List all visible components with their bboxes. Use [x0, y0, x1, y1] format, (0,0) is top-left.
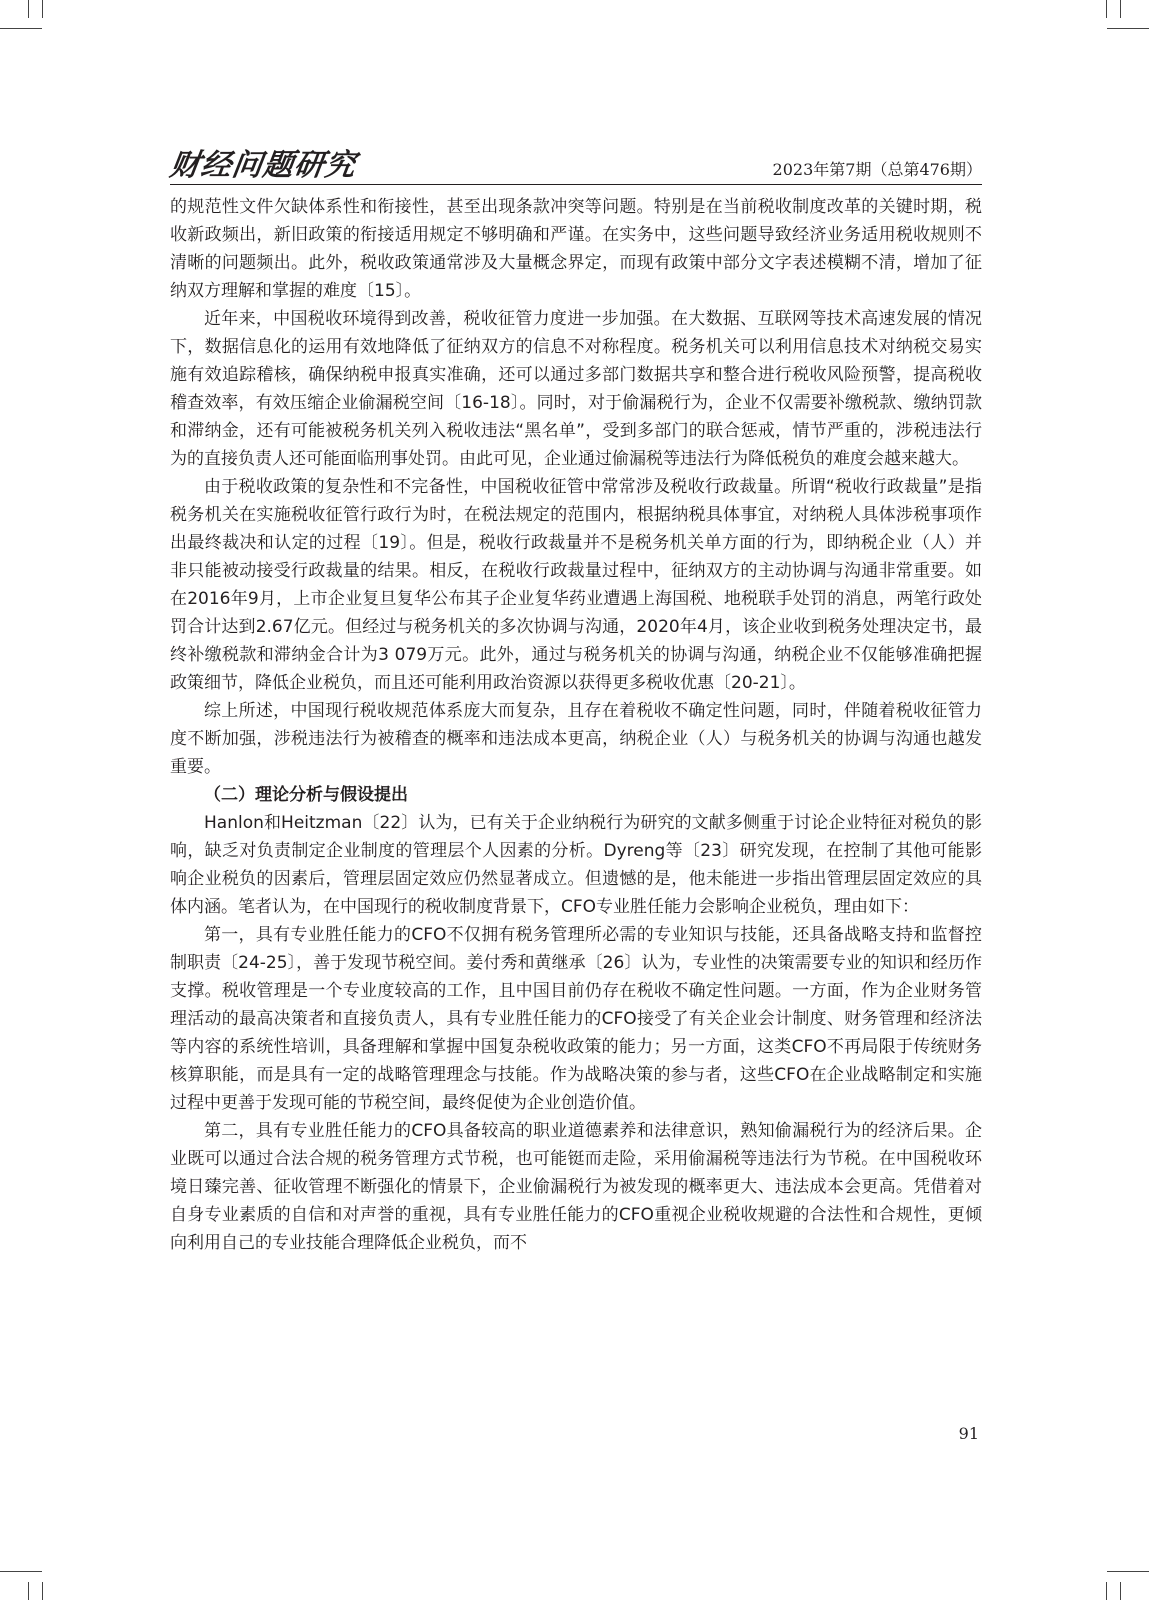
paragraph-5: Hanlon和Heitzman〔22〕认为，已有关于企业纳税行为研究的文献多侧重于讨论企业特征对税负的影响，缺乏对负责制定企业制度的管理层个人因素的分析。Dyreng等〔23〕研究发现，在控制了其他可能影响企业税负的因素后，管理层固定效应仍然显著成立。但遗憾的是，他未能进一步指出管理层固定效应的具体内涵。笔者认为，在中国现行的税收制度背景下，CFO专业胜任能力会影响企业税负，理由如下： — [170, 813, 982, 917]
crop-mark-bl-v2 — [42, 1582, 43, 1600]
page-number: 91 — [958, 1424, 979, 1443]
crop-mark-tr-v2 — [1106, 0, 1107, 18]
paragraph-4: 综上所述，中国现行税收规范体系庞大而复杂，且存在着税收不确定性问题，同时，伴随着税收征管力度不断加强，涉税违法行为被稽查的概率和违法成本更高，纳税企业（人）与税务机关的协调与沟通也越发重要。 — [170, 701, 982, 777]
crop-mark-bl-v — [28, 1582, 29, 1600]
crop-mark-tl-v — [28, 0, 29, 18]
paragraph-1: 的规范性文件欠缺体系性和衔接性，甚至出现条款冲突等问题。特别是在当前税收制度改革的关键时期，税收新政频出，新旧政策的衔接适用规定不够明确和严谨。在实务中，这些问题导致经济业务适用税收规则不清晰的问题频出。此外，税收政策通常涉及大量概念界定，而现有政策中部分文字表述模糊不清，增加了征纳双方理解和掌握的难度〔15〕。 — [170, 197, 982, 301]
crop-mark-tr-v — [1120, 0, 1121, 18]
paragraph-2: 近年来，中国税收环境得到改善，税收征管力度进一步加强。在大数据、互联网等技术高速发展的情况下，数据信息化的运用有效地降低了征纳双方的信息不对称程度。税务机关可以利用信息技术对纳税交易实施有效追踪稽核，确保纳税申报真实准确，还可以通过多部门数据共享和整合进行税收风险预警，提高税收稽查效率，有效压缩企业偷漏税空间〔16-18〕。同时，对于偷漏税行为，企业不仅需要补缴税款、缴纳罚款和滞纳金，还有可能被税务机关列入税收违法“黑名单”，受到多部门的联合惩戒，情节严重的，涉税违法行为的直接负责人还可能面临刑事处罚。由此可见，企业通过偷漏税等违法行为降低税负的难度会越来越大。 — [170, 309, 982, 469]
issue-info: 2023年第7期（总第476期） — [772, 160, 982, 179]
paragraph-6: 第一，具有专业胜任能力的CFO不仅拥有税务管理所必需的专业知识与技能，还具备战略支持和监督控制职责〔24-25〕，善于发现节税空间。姜付秀和黄继承〔26〕认为，专业性的决策需要专业的知识和经历作支撑。税收管理是一个专业度较高的工作，且中国目前仍存在税收不确定性问题。一方面，作为企业财务管理活动的最高决策者和直接负责人，具有专业胜任能力的CFO接受了有关企业会计制度、财务管理和经济法等内容的系统性培训，具备理解和掌握中国复杂税收政策的能力；另一方面，这类CFO不再局限于传统财务核算职能，而是具有一定的战略管理理念与技能。作为战略决策的参与者，这些CFO在企业战略制定和实施过程中更善于发现可能的节税空间，最终促使为企业创造价值。 — [170, 925, 982, 1113]
article-body — [170, 193, 982, 1257]
crop-mark-br-v2 — [1106, 1582, 1107, 1600]
crop-mark-tr-h — [1107, 28, 1149, 29]
crop-mark-tl-h — [0, 28, 42, 29]
crop-mark-br-h — [1107, 1571, 1149, 1572]
crop-mark-bl-h — [0, 1571, 42, 1572]
paragraph-7: 第二，具有专业胜任能力的CFO具备较高的职业道德素养和法律意识，熟知偷漏税行为的经济后果。企业既可以通过合法合规的税务管理方式节税，也可能铤而走险，采用偷漏税等违法行为节税。在中国税收环境日臻完善、征收管理不断强化的情景下，企业偷漏税行为被发现的概率更大、违法成本会更高。凭借着对自身专业素质的自信和对声誉的重视，具有专业胜任能力的CFO重视企业税收规避的合法性和合规性，更倾向利用自己的专业技能合理降低企业税负，而不 — [170, 1121, 982, 1253]
journal-logo: 财经问题研究 — [167, 148, 359, 183]
crop-mark-br-v — [1120, 1582, 1121, 1600]
section-heading: （二）理论分析与假设提出 — [204, 785, 408, 805]
running-header — [167, 148, 982, 185]
crop-mark-tl-v2 — [42, 0, 43, 18]
paragraph-3: 由于税收政策的复杂性和不完备性，中国税收征管中常常涉及税收行政裁量。所谓“税收行政裁量”是指税务机关在实施税收征管行政行为时，在税法规定的范围内，根据纳税具体事宜，对纳税人具体涉税事项作出最终裁决和认定的过程〔19〕。但是，税收行政裁量并不是税务机关单方面的行为，即纳税企业（人）并非只能被动接受行政裁量的结果。相反，在税收行政裁量过程中，征纳双方的主动协调与沟通非常重要。如在2016年9月，上市企业复旦复华公布其子企业复华药业遭遇上海国税、地税联手处罚的消息，两笔行政处罚合计达到2.67亿元。但经过与税务机关的多次协调与沟通，2020年4月，该企业收到税务处理决定书，最终补缴税款和滞纳金合计为3 079万元。此外，通过与税务机关的协调与沟通，纳税企业不仅能够准确把握政策细节，降低企业税负，而且还可能利用政治资源以获得更多税收优惠〔20-21〕。 — [170, 477, 982, 693]
